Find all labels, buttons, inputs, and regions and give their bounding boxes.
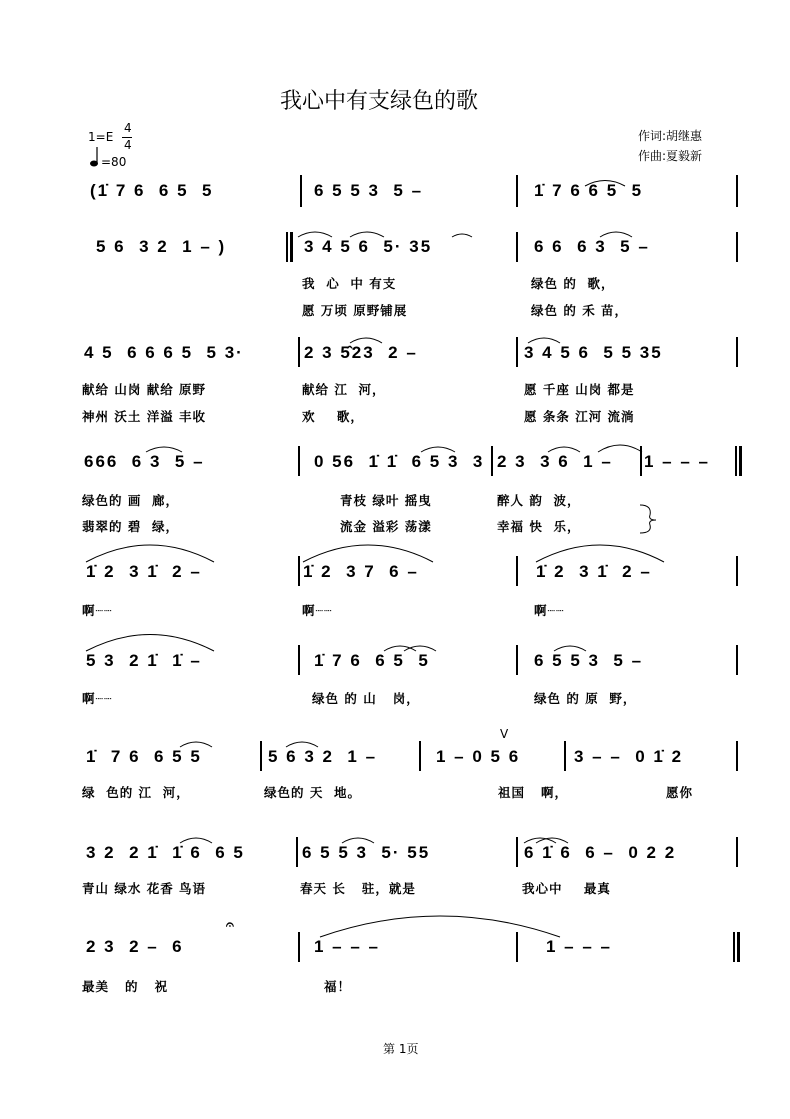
notes-line-5-measure-2: 1̇ 2 3 7 6 – bbox=[303, 562, 419, 581]
barline bbox=[516, 556, 518, 586]
lyrics-line-4-verse-1-c: 醉人 韵 波， bbox=[497, 493, 581, 508]
barline bbox=[736, 741, 738, 771]
notes-line-7-measure-4: 3 – – 0 1̇ 2 bbox=[574, 747, 684, 766]
lyrics-line-3-verse-1-b: 献给 江 河， bbox=[302, 382, 386, 397]
notes-line-3-measure-2: 2 3 5̂23 2 – bbox=[304, 343, 418, 362]
barline bbox=[516, 175, 518, 207]
notes-line-1-measure-2: 6 5 5 3 5 – bbox=[314, 181, 424, 200]
barline bbox=[419, 741, 421, 771]
notes-line-5-measure-1: 1̇ 2 3 1̇ 2 – bbox=[86, 562, 202, 581]
notes-line-1-measure-3: 1̇ 7 6 6 5 5 bbox=[534, 181, 644, 200]
notes-line-8-measure-3: 6 1̇ 6 6 – 0 2 2 bbox=[524, 843, 677, 862]
barline bbox=[736, 337, 738, 367]
barline bbox=[736, 837, 738, 867]
lyrics-line-7-d: 愿你 bbox=[666, 785, 694, 800]
notes-line-8-measure-2: 6 5 5 3 5· 55 bbox=[302, 843, 431, 862]
lyrics-line-2-verse-1-a: 我 心 中 有支 bbox=[302, 276, 397, 291]
barline bbox=[736, 175, 738, 207]
barline bbox=[736, 645, 738, 675]
lyrics-line-2-verse-1-b: 绿色 的 歌， bbox=[531, 276, 615, 291]
lyrics-line-4-verse-1-b: 青枝 绿叶 摇曳 bbox=[340, 493, 432, 508]
final-barline bbox=[733, 932, 735, 962]
barline bbox=[298, 932, 300, 962]
barline bbox=[298, 556, 300, 586]
barline bbox=[736, 232, 738, 262]
barline bbox=[516, 232, 518, 262]
lyrics-line-8-a: 青山 绿水 花香 鸟语 bbox=[82, 881, 207, 896]
notes-line-3-measure-3: 3 4 5 6 5 5 35 bbox=[524, 343, 663, 362]
barline bbox=[516, 645, 518, 675]
lyrics-line-7-b: 绿色的 天 地。 bbox=[264, 785, 362, 800]
lyrics-line-2-verse-2-a: 愿 万顷 原野铺展 bbox=[302, 303, 408, 318]
lyrics-line-3-verse-2-c: 愿 条条 江河 流淌 bbox=[524, 409, 635, 424]
lyrics-line-9-a: 最美 的 祝 bbox=[82, 979, 169, 994]
notes-line-1-measure-1: (1̇ 7 6 6 5 5 bbox=[90, 181, 214, 200]
notes-line-6-measure-3: 6 5 5 3 5 – bbox=[534, 651, 644, 670]
time-signature-bottom: 4 bbox=[124, 138, 132, 152]
lyrics-line-3-verse-1-c: 愿 千座 山岗 都是 bbox=[524, 382, 635, 397]
notes-line-2-measure-2: 3 4 5 6 5· 35 bbox=[304, 237, 433, 256]
notes-line-6-measure-1: 5 3 2 1̇ 1̇ – bbox=[86, 651, 202, 670]
barline bbox=[300, 175, 302, 207]
tempo-marking: =80 bbox=[101, 155, 127, 169]
notes-line-9-measure-1: 2 3 2 – 6 bbox=[86, 937, 184, 956]
notes-line-4-measure-1: 666 6 3 5 – bbox=[84, 452, 205, 471]
lyrics-line-3-verse-1-a: 献给 山岗 献给 原野 bbox=[82, 382, 207, 397]
lyrics-line-9-b: 福！ bbox=[324, 979, 352, 994]
notes-line-2-measure-1: 5 6 3 2 1 – ) bbox=[96, 237, 227, 256]
notes-line-7-measure-1: 1̇ 7 6 6 5 5 bbox=[86, 747, 202, 766]
lyrics-line-3-verse-2-a: 神州 沃土 洋溢 丰收 bbox=[82, 409, 207, 424]
barline bbox=[516, 932, 518, 962]
lyrics-line-6-a: 啊┈┈ bbox=[82, 691, 113, 706]
barline bbox=[516, 337, 518, 367]
repeat-barline bbox=[735, 446, 737, 476]
lyrics-line-8-c: 我心中 最真 bbox=[522, 881, 611, 896]
barline bbox=[296, 837, 298, 867]
lyrics-line-7-c: 祖国 啊， bbox=[498, 785, 569, 800]
notes-line-7-measure-3: 1 – 0 5 6 bbox=[436, 747, 521, 766]
repeat-barline-thick bbox=[290, 232, 293, 262]
lyricist-credit: 作词:胡继惠 bbox=[638, 129, 703, 143]
lyrics-line-4-verse-2-c: 幸福 快 乐， bbox=[497, 519, 581, 534]
key-signature: 1=E bbox=[88, 130, 114, 144]
barline bbox=[564, 741, 566, 771]
notes-line-4-measure-3: 2 3 3 6 1 – bbox=[497, 452, 613, 471]
notes-line-9-measure-3: 1 – – – bbox=[546, 937, 612, 956]
time-signature-top: 4 bbox=[124, 121, 132, 135]
final-barline-thick bbox=[737, 932, 740, 962]
barline bbox=[491, 446, 493, 476]
notes-line-7-measure-2: 5 6 3 2 1 – bbox=[268, 747, 378, 766]
barline bbox=[298, 446, 300, 476]
barline bbox=[260, 741, 262, 771]
notes-line-4-measure-4: 1 – – – bbox=[644, 452, 710, 471]
quarter-note-icon bbox=[88, 146, 100, 168]
lyrics-line-6-b: 绿色 的 山 岗， bbox=[312, 691, 420, 706]
lyrics-line-4-verse-2-b: 流金 溢彩 荡漾 bbox=[340, 519, 432, 534]
notes-line-3-measure-1: 4 5 6 6 6 5 5 3· bbox=[84, 343, 244, 362]
song-title: 我心中有支绿色的歌 bbox=[280, 89, 479, 114]
notes-line-5-measure-3: 1̇ 2 3 1̇ 2 – bbox=[536, 562, 652, 581]
notes-line-6-measure-2: 1̇ 7 6 6 5 5 bbox=[314, 651, 430, 670]
lyrics-line-5-c: 啊┈┈ bbox=[534, 603, 565, 618]
breath-mark: V bbox=[500, 727, 509, 741]
page-number: 第 1页 bbox=[383, 1042, 419, 1056]
barline bbox=[516, 837, 518, 867]
barline bbox=[298, 645, 300, 675]
notes-line-4-measure-2: 0 56 1̇ 1̇ 6 5 3 3 bbox=[314, 452, 485, 471]
notes-line-8-measure-1: 3 2 2 1̇ 1̇ 6 6 5 bbox=[86, 843, 245, 862]
composer-credit: 作曲:夏毅新 bbox=[638, 149, 703, 163]
lyrics-line-2-verse-2-b: 绿色 的 禾 苗， bbox=[531, 303, 629, 318]
lyrics-line-7-a: 绿 色的 江 河， bbox=[82, 785, 190, 800]
lyrics-line-8-b: 春天 长 驻，就是 bbox=[300, 881, 416, 896]
lyrics-line-4-verse-2-a: 翡翠的 碧 绿， bbox=[82, 519, 180, 534]
barline bbox=[298, 337, 300, 367]
repeat-barline bbox=[286, 232, 288, 262]
lyrics-line-3-verse-2-b: 欢 歌， bbox=[302, 409, 364, 424]
barline bbox=[640, 446, 642, 476]
lyrics-line-5-b: 啊┈┈ bbox=[302, 603, 333, 618]
lyrics-line-6-c: 绿色 的 原 野， bbox=[534, 691, 637, 706]
repeat-barline-thick bbox=[739, 446, 742, 476]
barline bbox=[736, 556, 738, 586]
lyrics-line-4-verse-1-a: 绿色的 画 廊， bbox=[82, 493, 180, 508]
fermata-mark: 𝄐 bbox=[226, 916, 234, 932]
lyrics-line-5-a: 啊┈┈ bbox=[82, 603, 113, 618]
notes-line-2-measure-3: 6 6 6 3 5 – bbox=[534, 237, 650, 256]
notes-line-9-measure-2: 1 – – – bbox=[314, 937, 380, 956]
